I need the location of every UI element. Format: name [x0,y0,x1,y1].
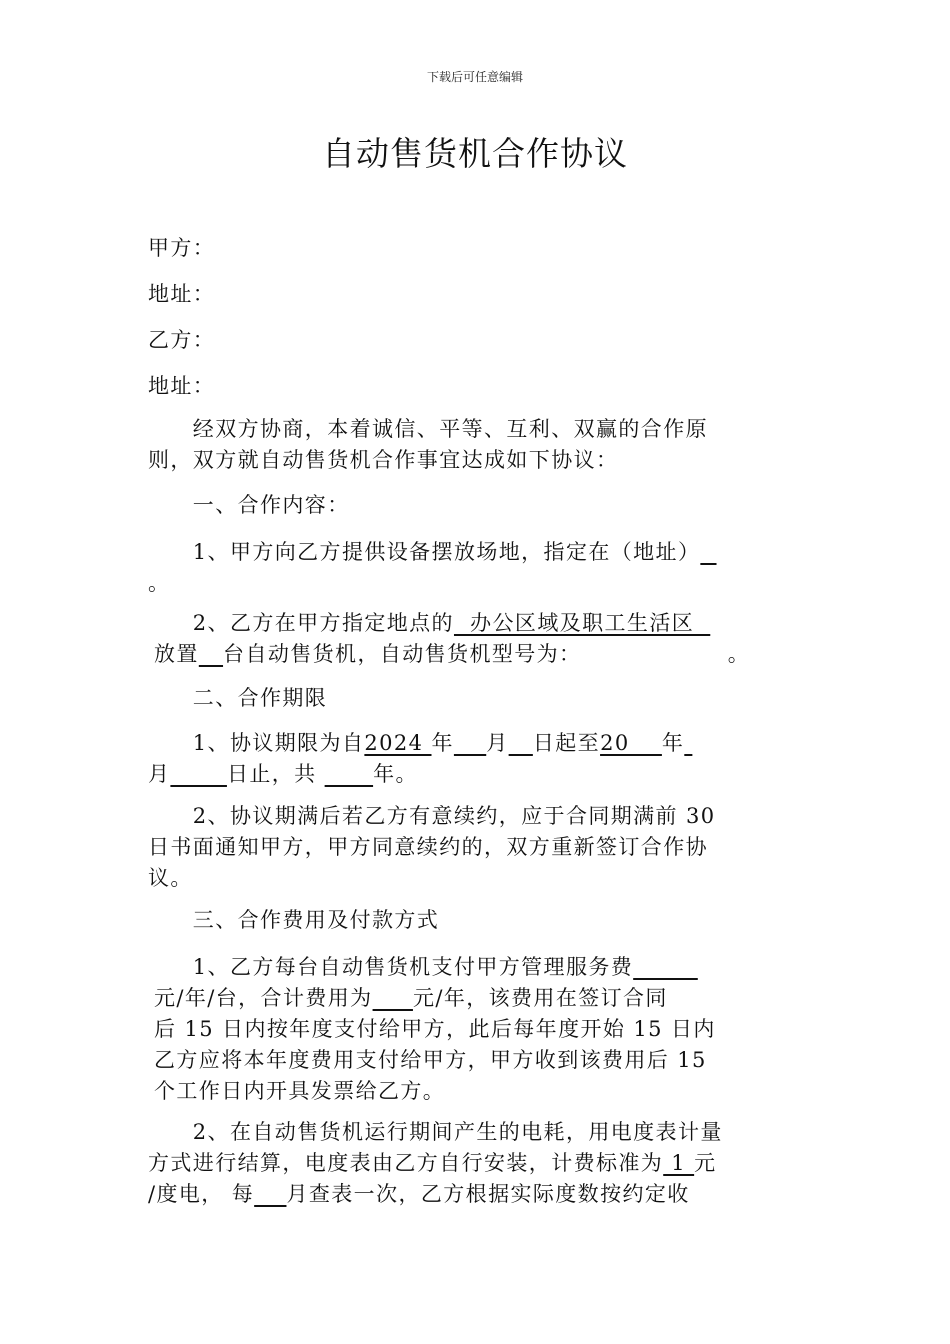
location-fill: 办公区域及职工生活区 [453,611,711,635]
address-b-label: 地址： [148,374,216,398]
item-text: 年。 [373,762,418,786]
item-text: 日止，共 [226,762,325,786]
section-3-item-2-line-3 [148,1178,690,1208]
section-3-heading: 三、合作费用及付款方式 [148,908,440,932]
item-text: 月 [486,731,509,755]
section-2-heading: 二、合作期限 [148,686,328,710]
section-1-item-2-cont [154,638,750,668]
start-day-blank [509,731,533,755]
model-blank-end: 。 [570,642,751,666]
item-text: 1、甲方向乙方提供设备摆放场地，指定在（地址） [148,540,701,564]
item-text: 方式进行结算，电度表由乙方自行安装，计费标准为 [148,1151,664,1175]
item-text: 月查表一次，乙方根据实际度数按约定收 [286,1182,690,1206]
section-1-heading: 一、合作内容： [148,493,350,517]
end-month-blank [684,731,692,755]
end-year: 20 [600,731,662,755]
section-3-item-2-line-1: 2、在自动售货机运行期间产生的电耗，用电度表计量 [148,1120,723,1144]
section-1-item-1-end: 。 [148,571,171,595]
meter-period-blank [254,1182,286,1206]
item-text: 1、协议期限为自 [148,731,365,755]
section-1-item-2 [148,607,710,637]
item-text: 元/年，该费用在签订合同 [412,986,668,1010]
start-year: 2024 [364,731,432,755]
section-3-item-1-line-5: 个工作日内开具发票给乙方。 [154,1079,446,1103]
document-title: 自动售货机合作协议 [322,134,628,173]
section-2-item-1 [148,727,692,757]
start-month-blank [454,731,486,755]
section-3-item-2-line-2 [148,1147,717,1177]
item-text: 元/年/台，合计费用为 [154,986,373,1010]
address-blank [700,540,716,564]
quantity-blank [199,642,223,666]
item-text: 2、乙方在甲方指定地点的 [148,611,454,635]
intro-line-1: 经双方协商，本着诚信、平等、互利、双赢的合作原 [148,417,708,441]
item-text: 元 [694,1151,717,1175]
total-fee-blank [373,986,413,1010]
address-a-label: 地址： [148,282,216,306]
electricity-price: 1 [663,1151,695,1175]
item-text: 日起至 [532,731,601,755]
section-3-item-1-line-3: 后 15 日内按年度支付给甲方，此后每年度开始 15 日内 [154,1017,716,1041]
party-a-label: 甲方： [148,236,216,260]
intro-line-2: 则，双方就自动售货机合作事宜达成如下协议： [148,448,619,472]
item-text: 年 [431,731,454,755]
item-text: 年 [661,731,685,755]
section-2-item-1-cont [148,758,418,788]
item-text: 放置 [154,642,199,666]
section-2-item-2-line-1: 2、协议期满后若乙方有意续约，应于合同期满前 30 [148,804,716,828]
item-text: 1、乙方每台自动售货机支付甲方管理服务费 [148,955,634,979]
party-b-label: 乙方： [148,328,216,352]
section-3-item-1-line-2 [154,982,668,1012]
item-text: 月 [148,762,171,786]
page-header-note: 下载后可任意编辑 [426,70,523,84]
section-2-item-2-line-2: 日书面通知甲方，甲方同意续约的，双方重新签订合作协 [148,835,708,859]
section-1-item-1 [148,536,717,566]
total-years-blank [325,762,373,786]
section-2-item-2-line-3: 议。 [148,866,193,890]
item-text: 台自动售货机，自动售货机型号为： [223,642,571,666]
section-3-item-1-line-4: 乙方应将本年度费用支付给甲方，甲方收到该费用后 15 [154,1048,707,1072]
item-text: /度电， 每 [148,1182,255,1206]
section-3-item-1 [148,951,698,981]
service-fee-blank [633,955,698,979]
end-day-blank [170,762,227,786]
